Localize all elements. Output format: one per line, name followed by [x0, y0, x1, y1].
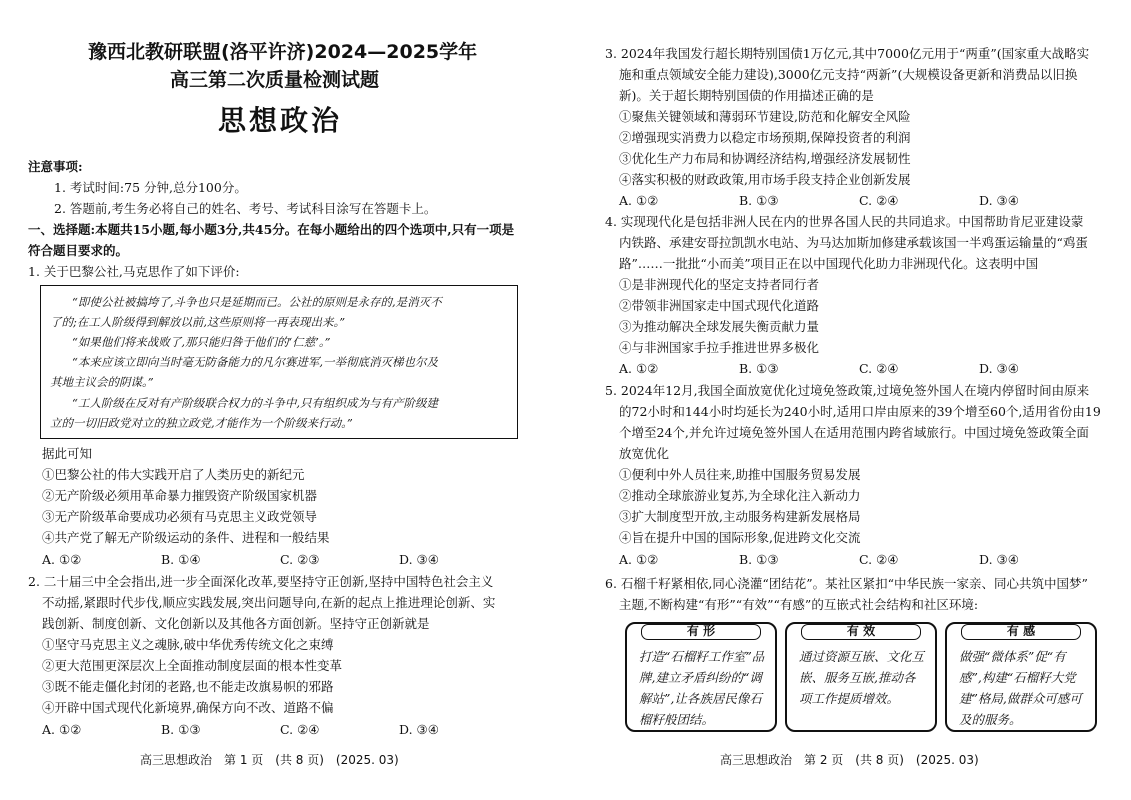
question-2-stem-cont: 不动摇,紧跟时代步伐,顺应实践发展,突出问题导向,在新的起点上推进理论创新、实 — [42, 595, 496, 610]
question-5-option: ②推动全球旅游业复苏,为全球化注入新动力 — [619, 488, 861, 503]
question-3-option: ②增强现实消费力以稳定市场预期,保障投资者的利润 — [619, 130, 911, 145]
question-6-stem-cont: 主题,不断构建“有形”“有效”“有感”的互嵌式社会结构和社区环境: — [619, 597, 979, 612]
question-4-stem-cont: 路”……一批批“小而美”项目正在以中国现代化助力非洲现代化。这表明中国 — [619, 256, 1039, 271]
question-3-stem-cont: 新)。关于超长期特别国债的作用描述正确的是 — [619, 88, 874, 103]
answer-choice-d: D. ③④ — [979, 361, 1019, 376]
exam-page-2 — [565, 0, 1131, 800]
question-5-option: ①便利中外人员往来,助推中国服务贸易发展 — [619, 467, 861, 482]
exam-title-line2: 高三第二次质量检测试题 — [170, 69, 380, 91]
notice-heading: 注意事项: — [28, 159, 83, 174]
section-instructions-cont: 符合题目要求的。 — [28, 243, 129, 258]
answer-choice-a: A. ①② — [42, 722, 82, 737]
scroll-card-text: 通过资源互嵌、文化互嵌、服务互嵌,推动各项工作提质增效。 — [799, 649, 925, 706]
notice-item-2: 2. 答题前,考生务必将自己的姓名、考号、考试科目涂写在答题卡上。 — [54, 201, 437, 216]
answer-choice-c: C. ②④ — [280, 722, 320, 737]
question-3-option: ④落实积极的财政政策,用市场手段支持企业创新发展 — [619, 172, 911, 187]
question-5-stem-cont: 的72小时和144小时均延长为240小时,适用口岸由原来的39个增至60个,适用省份由19 — [619, 404, 1101, 419]
question-4-option: ①是非洲现代化的坚定支持者同行者 — [619, 277, 820, 292]
scroll-card-title: 有 感 — [961, 624, 1081, 640]
quote-line: 了的;在工人阶级得到解放以前,这些原则将一再表现出来。” — [50, 315, 346, 329]
question-3-option: ③优化生产力布局和协调经济结构,增强经济发展韧性 — [619, 151, 911, 166]
question-1-option: ④共产党了解无产阶级运动的条件、进程和一般结果 — [42, 530, 330, 545]
question-1-option: ③无产阶级革命要成功必须有马克思主义政党领导 — [42, 509, 318, 524]
exam-page-1 — [0, 0, 565, 800]
answer-choice-b: B. ①③ — [739, 193, 779, 208]
question-3-option: ①聚焦关键领域和薄弱环节建设,防范和化解安全风险 — [619, 109, 911, 124]
answer-choice-d: D. ③④ — [399, 552, 439, 567]
question-2-option: ④开辟中国式现代化新境界,确保方向不改、道路不偏 — [42, 700, 334, 715]
scroll-card-felt — [945, 622, 1097, 732]
answer-choice-a: A. ①② — [619, 193, 659, 208]
question-5-stem-cont: 放宽优化 — [619, 446, 670, 461]
question-3-stem-cont: 施和重点领域安全能力建设),3000亿元支持“两新”(大规模设备更新和消费品以旧换 — [619, 67, 1078, 82]
question-2-stem: 2. 二十届三中全会指出,进一步全面深化改革,要坚持守正创新,坚持中国特色社会主义 — [28, 574, 494, 589]
answer-choice-a: A. ①② — [619, 361, 659, 376]
quote-line: 其地主议会的阴谋。” — [50, 375, 154, 389]
question-2-option: ②更大范围更深层次上全面推动制度层面的根本性变革 — [42, 658, 343, 673]
question-5-stem: 5. 2024年12月,我国全面放宽优化过境免签政策,过境免签外国人在境内停留时间由原来 — [605, 383, 1090, 398]
question-1-option: ②无产阶级必须用革命暴力摧毁资产阶级国家机器 — [42, 488, 318, 503]
scroll-card-text: 做强“微体系”促“有感”,构建“石榴籽大党建”格局,做群众可感可及的服务。 — [959, 649, 1082, 727]
answer-choice-d: D. ③④ — [399, 722, 439, 737]
exam-subject-title: 思想政治 — [218, 104, 343, 137]
scroll-card-text: 打造“石榴籽工作室”品牌,建立矛盾纠纷的“调解站”,让各族居民像石榴籽般团结。 — [639, 649, 765, 727]
quote-line: “即使公社被搞垮了,斗争也只是延期而已。公社的原则是永存的,是消灭不 — [72, 295, 442, 309]
section-instructions: 一、选择题:本题共15小题,每小题3分,共45分。在每小题给出的四个选项中,只有一项是 — [28, 222, 515, 237]
scroll-card-tangible — [625, 622, 777, 732]
question-3-stem: 3. 2024年我国发行超长期特别国债1万亿元,其中7000亿元用于“两重”(国家重大战略实 — [605, 46, 1090, 61]
page-footer: 高三思想政治 第 1 页 (共 8 页) (2025. 03) — [140, 753, 399, 767]
notice-item-1: 1. 考试时间:75 分钟,总分100分。 — [54, 180, 247, 195]
answer-choice-c: C. ②③ — [280, 552, 320, 567]
quote-line: “工人阶级在反对有产阶级联合权力的斗争中,只有组织成为与有产阶级建 — [72, 396, 439, 410]
question-5-stem-cont: 个增至24个,并允许过境免签外国人在适用范围内跨省域旅行。中国过境免签政策全面 — [619, 425, 1089, 440]
question-2-option: ①坚守马克思主义之魂脉,破中华优秀传统文化之束缚 — [42, 637, 334, 652]
scroll-card-title: 有 效 — [801, 624, 921, 640]
question-4-option: ③为推动解决全球发展失衡贡献力量 — [619, 319, 820, 334]
answer-choice-a: A. ①② — [42, 552, 82, 567]
answer-choice-c: C. ②④ — [859, 193, 899, 208]
question-6-stem: 6. 石榴千籽紧相依,同心浇灌“团结花”。某社区紧扣“中华民族一家亲、同心共筑中国梦” — [605, 576, 1088, 591]
question-5-option: ③扩大制度型开放,主动服务构建新发展格局 — [619, 509, 861, 524]
answer-choice-b: B. ①④ — [161, 552, 201, 567]
question-1-lead: 据此可知 — [42, 446, 93, 461]
answer-choice-b: B. ①③ — [739, 552, 779, 567]
answer-choice-c: C. ②④ — [859, 552, 899, 567]
scroll-card-title: 有 形 — [641, 624, 761, 640]
question-4-stem-cont: 内铁路、承建安哥拉凯凯水电站、为马达加斯加修建承载该国一半鸡蛋运输量的“鸡蛋 — [619, 235, 1088, 250]
question-2-stem-cont: 践创新、制度创新、文化创新以及其他各方面创新。坚持守正创新就是 — [42, 616, 430, 631]
question-4-option: ②带领非洲国家走中国式现代化道路 — [619, 298, 820, 313]
answer-choice-b: B. ①③ — [161, 722, 201, 737]
question-1-option: ①巴黎公社的伟大实践开启了人类历史的新纪元 — [42, 467, 305, 482]
quote-line: 立的一切旧政党对立的独立政党,才能作为一个阶级来行动。” — [50, 416, 353, 430]
answer-choice-c: C. ②④ — [859, 361, 899, 376]
question-4-stem: 4. 实现现代化是包括非洲人民在内的世界各国人民的共同追求。中国帮助肯尼亚建设蒙 — [605, 214, 1084, 229]
answer-choice-d: D. ③④ — [979, 193, 1019, 208]
question-1-stem: 1. 关于巴黎公社,马克思作了如下评价: — [28, 264, 240, 279]
answer-choice-b: B. ①③ — [739, 361, 779, 376]
quote-line: “如果他们将来战败了,那只能归咎于他们的‘仁慈’。” — [72, 335, 331, 349]
exam-title-line1: 豫西北教研联盟(洛平许济)2024—2025学年 — [88, 41, 478, 63]
quote-line: “本来应该立即向当时毫无防备能力的凡尔赛进军,一举彻底消灭梯也尔及 — [72, 355, 439, 369]
scroll-card-effective — [785, 622, 937, 732]
answer-choice-a: A. ①② — [619, 552, 659, 567]
question-5-option: ④旨在提升中国的国际形象,促进跨文化交流 — [619, 530, 861, 545]
question-4-option: ④与非洲国家手拉手推进世界多极化 — [619, 340, 820, 355]
answer-choice-d: D. ③④ — [979, 552, 1019, 567]
question-2-option: ③既不能走僵化封闭的老路,也不能走改旗易帜的邪路 — [42, 679, 334, 694]
page-footer: 高三思想政治 第 2 页 (共 8 页) (2025. 03) — [720, 753, 979, 767]
